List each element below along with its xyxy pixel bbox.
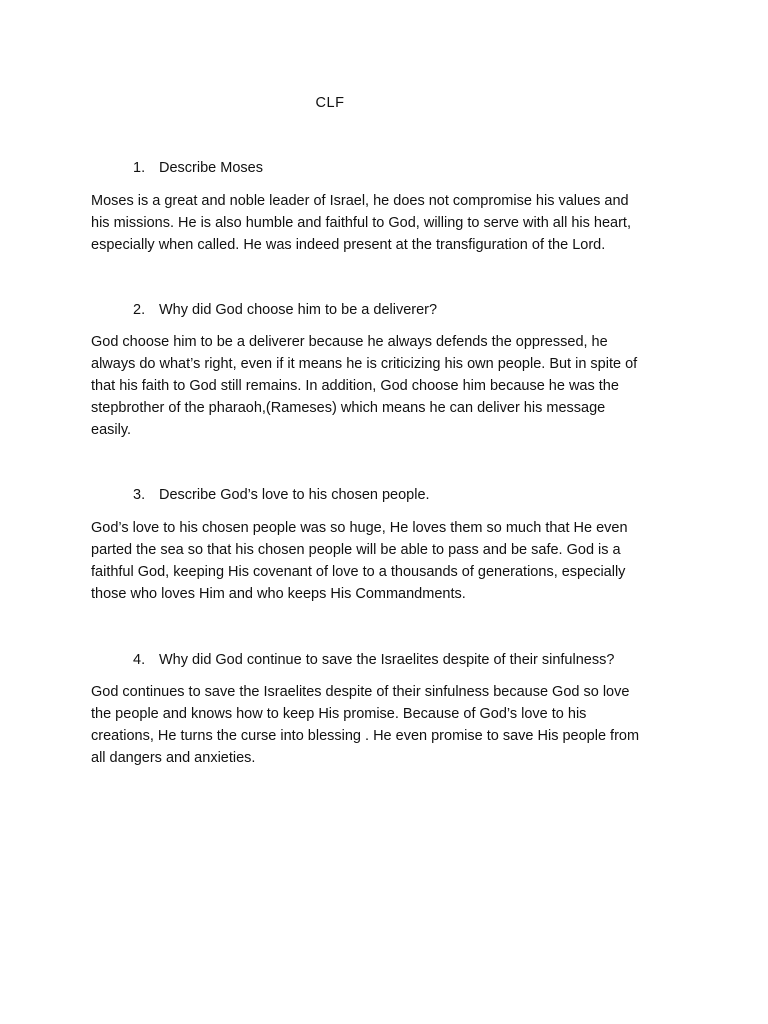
answer-line: the people and knows how to keep His promise. Because of God’s love to his	[91, 706, 587, 722]
question-text: Describe Moses	[159, 160, 263, 176]
answer-line: God’s love to his chosen people was so huge, He loves them so much that He even	[91, 520, 628, 536]
question-text: Why did God continue to save the Israelites despite of their sinfulness?	[159, 652, 615, 668]
answer-2	[91, 331, 691, 441]
answer-3	[91, 517, 691, 605]
page-title: CLF	[315, 95, 345, 111]
answer-line: parted the sea so that his chosen people will be able to pass and be safe. God is a	[91, 542, 621, 558]
answer-line: those who loves Him and who keeps His Commandments.	[91, 586, 466, 602]
question-2	[133, 300, 437, 320]
question-text: Describe God’s love to his chosen people.	[159, 487, 430, 503]
question-text: Why did God choose him to be a deliverer?	[159, 302, 438, 318]
answer-line: God choose him to be a deliverer because he always defends the oppressed, he	[91, 334, 608, 350]
answer-line: always do what’s right, even if it means he is criticizing his own people. But in spite of	[91, 356, 638, 372]
question-number: 1.	[133, 160, 146, 176]
question-1	[133, 158, 263, 178]
answer-line: faithful God, keeping His covenant of love to a thousands of generations, especially	[91, 564, 626, 580]
question-3	[133, 485, 430, 505]
answer-line: all dangers and anxieties.	[91, 750, 256, 766]
answer-4	[91, 681, 691, 769]
answer-1	[91, 190, 691, 256]
question-4	[133, 650, 614, 670]
answer-line: creations, He turns the curse into blessing . He even promise to save His people from	[91, 728, 640, 744]
answer-line: stepbrother of the pharaoh,(Rameses) which means he can deliver his message	[91, 400, 606, 416]
question-number: 2.	[133, 302, 146, 318]
question-number: 4.	[133, 652, 146, 668]
answer-line: Moses is a great and noble leader of Israel, he does not compromise his values and	[91, 193, 629, 209]
answer-line: especially when called. He was indeed present at the transfiguration of the Lord.	[91, 237, 606, 253]
answer-line: that his faith to God still remains. In addition, God choose him because he was the	[91, 378, 619, 394]
answer-line: his missions. He is also humble and faithful to God, willing to serve with all his heart,	[91, 215, 631, 231]
answer-line: God continues to save the Israelites despite of their sinfulness because God so love	[91, 684, 630, 700]
question-number: 3.	[133, 487, 146, 503]
answer-line: easily.	[91, 422, 132, 438]
